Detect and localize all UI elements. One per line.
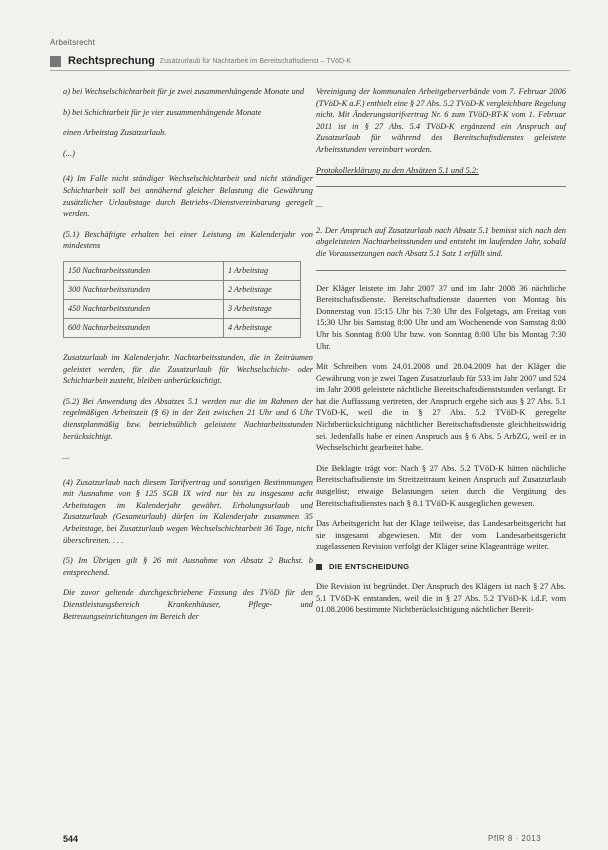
journal-issue: PflR 8 · 2013 (488, 834, 542, 843)
paragraph: (5) Im Übrigen gilt § 26 mit Ausnahme von Absatz 2 Buchst. b entsprechend. (63, 556, 313, 577)
table-cell-days: 4 Arbeitstage (224, 318, 301, 337)
table-row (64, 299, 301, 318)
paragraph: Die zuvor geltende durchgeschriebene Fassung des TVöD für den Dienstleistungsbereich Krankenhäuser, Pflege- und Betreuungseinrichtungen im Bereich der (63, 588, 313, 621)
paragraph: Der Kläger leistete im Jahr 2007 37 und im Jahr 2008 36 nächtliche Bereitschaftsdienste. Bereitschaftsdienste dauerten von Montag bis Donnerstag von 15:15 Uhr bis 7:30 Uhr des Folgetags, am Freitag von 15:30 Uhr bis Samstag 8:00 Uhr und am Wochenende von Samstag 8:00 Uhr bis Sonntag 8:00 Uhr bzw. von Sonntag 8:00 Uhr bis Montag 7:30 Uhr. (316, 283, 566, 351)
square-bullet-icon (316, 564, 322, 570)
paragraph: einen Arbeitstag Zusatzurlaub. (63, 128, 167, 138)
header-title: Rechtsprechung (68, 55, 155, 67)
ellipsis: (...) (63, 148, 75, 158)
ellipsis: ... (316, 200, 323, 210)
divider (316, 270, 566, 271)
protocol-note-heading: Protokollerklärung zu den Absätzen 5.1 und 5.2: (316, 165, 479, 175)
page-number: 544 (63, 834, 79, 844)
header-subtitle: Zusatzurlaub für Nachtarbeit im Bereitschaftsdienst – TVöD-K (159, 57, 352, 65)
table-cell-hours: 600 Nachtarbeitsstunden (64, 318, 224, 337)
table-row (64, 261, 301, 280)
section-heading (316, 562, 566, 571)
paragraph: Vereinigung der kommunalen Arbeitgeberverbände vom 7. Februar 2006 (TVöD-K a.F.) enthielt eine § 27 Abs. 5.2 TVöD-K vergleichbare Regelung nicht. Mit Änderungstarifvertrag Nr. 6 zum TVöD-BT-K vom 1. Februar 2011 ist in § 27 Abs. 5.4 TVöD-K ergänzend ein Anspruch auf Zusatzurlaub für während des Bereitschaftsdienstes geleistete Arbeitsstunden vereinbart worden. (316, 87, 566, 154)
paragraph: b) bei Schichtarbeit für je vier zusammenhängende Monate (63, 107, 262, 117)
left-column (63, 86, 313, 631)
paragraph: Das Arbeitsgericht hat der Klage teilweise, das Landesarbeitsgericht hat sie insgesamt abgewiesen. Mit der vom Landesarbeitsgericht zugelassenen Revision verfolgt der Kläger seine Klageanträge weiter. (316, 519, 566, 552)
table-cell-days: 3 Arbeitstage (224, 299, 301, 318)
table-cell-hours: 300 Nachtarbeitsstunden (64, 280, 224, 299)
paragraph: a) bei Wechselschichtarbeit für je zwei zusammenhängende Monate und (63, 87, 305, 96)
right-column (316, 86, 566, 625)
divider (316, 186, 566, 187)
table-cell-hours: 150 Nachtarbeitsstunden (64, 261, 224, 280)
table-cell-hours: 450 Nachtarbeitsstunden (64, 299, 224, 318)
table-cell-days: 1 Arbeitstag (224, 261, 301, 280)
night-hours-table (63, 261, 301, 338)
paragraph: Die Revision ist begründet. Der Anspruch des Klägers ist nach § 27 Abs. 5.1 TVöD-K entstanden, weil die in § 27 Abs. 5.2 TVöD-K i.d.F. vom 01.08.2006 bestimmte Nichtberücksichtigung nächtlicher Bereit- (316, 582, 566, 615)
paragraph: (5.2) Bei Anwendung des Absatzes 5.1 werden nur die im Rahmen der regelmäßigen Arbeitszeit (§ 6) in der Zeit zwischen 21 Uhr und 6 Uhr dienstplanmäßig bzw. betriebsüblich geleistete Nachtarbeitsstunden berücksichtigt. (63, 396, 313, 441)
header-square-icon (50, 56, 61, 67)
paragraph: (5.1) Beschäftigte erhalten bei einer Leistung im Kalenderjahr von mindestens (63, 229, 313, 251)
paragraph: 2. Der Anspruch auf Zusatzurlaub nach Absatz 5.1 bemisst sich nach den abgeleisteten Nachtarbeitsstunden und entsteht im laufenden Jahr, sobald die Voraussetzungen nach Absatz 5.1 Satz 1 erfüllt sind. (316, 225, 566, 258)
paragraph: Zusatzurlaub im Kalenderjahr. Nachtarbeitsstunden, die in Zeiträumen geleistet werden, für die Zusatzurlaub für Wechselschicht- oder Schichtarbeit zusteht, bleiben unberücksichtigt. (63, 352, 313, 386)
paragraph: Die Beklagte trägt vor: Nach § 27 Abs. 5.2 TVöD-K hätten nächtliche Bereitschaftsdienste im Streitzeitraum keinen Anspruch auf Zusatzurlaub ausgelöst; etwaige Belastungen seien durch die Vergütung des Bereitschaftsdienstes nach § 8.1 TVöD-K ausgeglichen gewesen. (316, 463, 566, 508)
header-bar (50, 52, 570, 71)
table-row (64, 318, 301, 337)
section-heading-text: DIE ENTSCHEIDUNG (329, 562, 410, 571)
table-row (64, 280, 301, 299)
ellipsis: ... (63, 452, 70, 462)
paragraph: (4) Zusatzurlaub nach diesem Tarifvertrag und sonstigen Bestimmungen mit Ausnahme von § 125 SGB IX wird nur bis zu insgesamt acht Arbeitstagen im Kalenderjahr gewährt. Erholungsurlaub und Zusatzurlaub (Gesamturlaub) dürfen im Kalenderjahr zusammen 35 Arbeitstage, bei Zusatzurlaub wegen Wechselschichtarbeit 36 Tage, nicht überschreiten. . . . (63, 477, 313, 545)
paragraph: Mit Schreiben vom 24.01.2008 und 28.04.2009 hat der Kläger die Gewährung von je zwei Tagen Zusatzurlaub für 533 im Jahr 2007 und 524 im Jahr 2008 geleistete nächtliche Bereitschaftsdienststunden verlangt. Er hat die Auffassung vertreten, der Anspruch ergebe sich aus § 27 Abs. 5.1 TVöD-K, weil die in § 27 Abs. 5.2 TVöD-K geregelte Nichtberücksichtigung nächtlicher Bereitschaftsdienste gleichheitswidrig sei. Jedenfalls habe er einen Anspruch aus § 6 Abs. 5 ArbZG, weil er in Wechselschicht gearbeitet habe. (316, 362, 566, 453)
paragraph: (4) Im Falle nicht ständiger Wechselschichtarbeit und nicht ständiger Schichtarbeit soll bei annähernd gleicher Belastung die Gewährung zusätzlicher Urlaubstage durch Betriebs-/Dienstvereinbarung geregelt werden. (63, 174, 313, 219)
section-label: Arbeitsrecht (50, 38, 96, 47)
table-cell-days: 2 Arbeitstage (224, 280, 301, 299)
